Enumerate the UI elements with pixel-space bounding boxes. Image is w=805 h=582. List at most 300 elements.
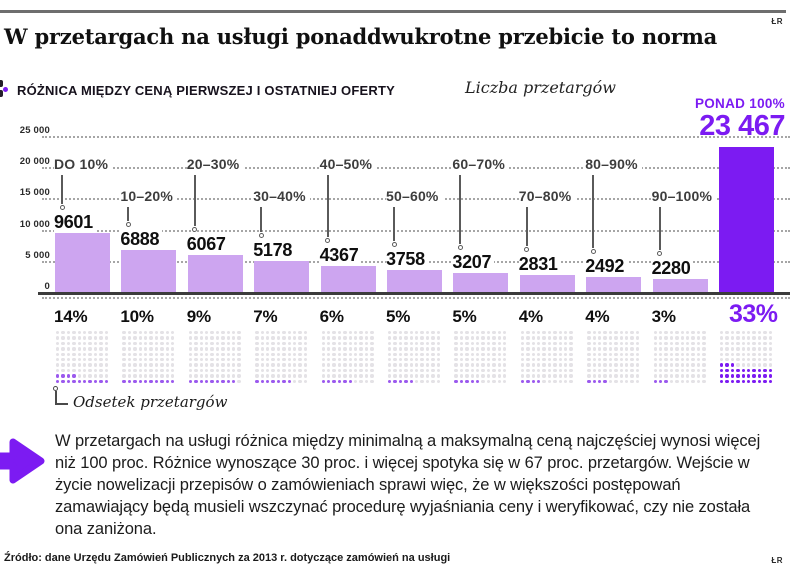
dot-empty xyxy=(388,358,391,361)
dot-empty xyxy=(465,331,468,334)
dot-filled xyxy=(266,380,269,383)
dot-empty xyxy=(94,336,97,339)
dot-empty xyxy=(210,369,213,372)
dot-empty xyxy=(603,369,606,372)
dot-empty xyxy=(691,336,694,339)
percent-label: 7% xyxy=(253,307,278,326)
dot-empty xyxy=(288,369,291,372)
dot-empty xyxy=(354,347,357,350)
dot-empty xyxy=(670,369,673,372)
highlight-value-label: 23 467 xyxy=(699,110,785,142)
dot-filled xyxy=(72,380,75,383)
dot-empty xyxy=(171,369,174,372)
dot-empty xyxy=(277,363,280,366)
dot-empty xyxy=(537,353,540,356)
dot-empty xyxy=(675,358,678,361)
dot-empty xyxy=(487,342,490,345)
bar-90–100% xyxy=(653,279,708,293)
dot-empty xyxy=(56,358,59,361)
dot-empty xyxy=(332,342,335,345)
percent-dot-grid xyxy=(719,330,775,386)
dot-empty xyxy=(625,336,628,339)
dot-filled xyxy=(537,380,540,383)
dot-empty xyxy=(691,331,694,334)
dot-empty xyxy=(99,374,102,377)
dot-filled xyxy=(769,374,772,377)
category-label: DO 10% xyxy=(54,156,112,172)
dot-empty xyxy=(133,347,136,350)
dot-empty xyxy=(431,342,434,345)
category-leader-line xyxy=(592,175,594,248)
gridline xyxy=(42,167,790,169)
dot-empty xyxy=(758,336,761,339)
dot-empty xyxy=(537,374,540,377)
dot-empty xyxy=(388,347,391,350)
dot-empty xyxy=(559,342,562,345)
dot-empty xyxy=(359,331,362,334)
dot-empty xyxy=(365,369,368,372)
dot-empty xyxy=(105,363,108,366)
dot-empty xyxy=(609,358,612,361)
dot-empty xyxy=(105,353,108,356)
dots-annotation-hline xyxy=(55,403,68,405)
dot-empty xyxy=(437,336,440,339)
dot-empty xyxy=(322,369,325,372)
dot-empty xyxy=(426,363,429,366)
dot-filled xyxy=(61,374,64,377)
dot-empty xyxy=(189,358,192,361)
dot-empty xyxy=(630,358,633,361)
bar-value-label: 4367 xyxy=(320,244,362,266)
dot-empty xyxy=(210,363,213,366)
dot-filled xyxy=(752,380,755,383)
dot-empty xyxy=(393,353,396,356)
dot-empty xyxy=(731,336,734,339)
dot-empty xyxy=(200,363,203,366)
dot-empty xyxy=(338,331,341,334)
dot-empty xyxy=(542,363,545,366)
dot-empty xyxy=(742,353,745,356)
dot-filled xyxy=(747,380,750,383)
dot-empty xyxy=(149,353,152,356)
dot-empty xyxy=(166,342,169,345)
dot-empty xyxy=(304,358,307,361)
dot-empty xyxy=(266,336,269,339)
dot-empty xyxy=(476,331,479,334)
dot-empty xyxy=(636,347,639,350)
dot-empty xyxy=(370,347,373,350)
dot-empty xyxy=(492,369,495,372)
dot-empty xyxy=(327,347,330,350)
dot-empty xyxy=(166,331,169,334)
dot-empty xyxy=(237,353,240,356)
category-leader-endpoint xyxy=(458,245,463,250)
dot-empty xyxy=(670,342,673,345)
dot-empty xyxy=(67,331,70,334)
dot-empty xyxy=(675,347,678,350)
dot-empty xyxy=(625,363,628,366)
dot-empty xyxy=(404,369,407,372)
dot-filled xyxy=(210,380,213,383)
dot-filled xyxy=(282,380,285,383)
dot-empty xyxy=(681,363,684,366)
dot-empty xyxy=(88,347,91,350)
dot-empty xyxy=(548,342,551,345)
dot-empty xyxy=(227,336,230,339)
dot-empty xyxy=(171,336,174,339)
dot-filled xyxy=(720,363,723,366)
dot-empty xyxy=(122,342,125,345)
dot-empty xyxy=(769,363,772,366)
bar-80–90% xyxy=(586,277,641,293)
dot-filled xyxy=(526,380,529,383)
dot-empty xyxy=(465,374,468,377)
dot-empty xyxy=(128,358,131,361)
category-leader-endpoint xyxy=(591,249,596,254)
y-axis-tick-label: 5 000 xyxy=(25,249,50,261)
dot-empty xyxy=(122,358,125,361)
dot-empty xyxy=(237,342,240,345)
dot-empty xyxy=(559,363,562,366)
dot-empty xyxy=(569,363,572,366)
dot-empty xyxy=(553,347,556,350)
dot-filled xyxy=(725,363,728,366)
dot-empty xyxy=(670,380,673,383)
dot-empty xyxy=(144,353,147,356)
dot-empty xyxy=(189,363,192,366)
dot-empty xyxy=(587,374,590,377)
dot-empty xyxy=(133,374,136,377)
dot-empty xyxy=(365,380,368,383)
dot-empty xyxy=(149,347,152,350)
dot-filled xyxy=(725,380,728,383)
dot-empty xyxy=(293,363,296,366)
dot-empty xyxy=(343,369,346,372)
dot-empty xyxy=(654,347,657,350)
dot-empty xyxy=(492,363,495,366)
dot-empty xyxy=(614,374,617,377)
dot-empty xyxy=(415,347,418,350)
dot-empty xyxy=(537,347,540,350)
dot-empty xyxy=(521,374,524,377)
dot-empty xyxy=(686,342,689,345)
dot-filled xyxy=(758,374,761,377)
dot-empty xyxy=(139,369,142,372)
dot-empty xyxy=(61,358,64,361)
dot-empty xyxy=(388,336,391,339)
dot-empty xyxy=(526,336,529,339)
dot-empty xyxy=(72,369,75,372)
dot-empty xyxy=(399,347,402,350)
dot-empty xyxy=(598,342,601,345)
dot-empty xyxy=(359,380,362,383)
dot-empty xyxy=(598,347,601,350)
dot-empty xyxy=(747,363,750,366)
dot-empty xyxy=(492,347,495,350)
dot-filled xyxy=(471,380,474,383)
dot-empty xyxy=(255,358,258,361)
category-leader-line xyxy=(61,175,63,204)
dot-empty xyxy=(388,353,391,356)
dot-empty xyxy=(426,342,429,345)
dot-filled xyxy=(83,380,86,383)
dot-empty xyxy=(67,363,70,366)
dot-empty xyxy=(420,353,423,356)
dot-empty xyxy=(282,369,285,372)
category-leader-endpoint xyxy=(259,233,264,238)
dot-empty xyxy=(210,374,213,377)
dot-empty xyxy=(227,369,230,372)
dot-empty xyxy=(205,374,208,377)
dot-empty xyxy=(659,331,662,334)
dot-empty xyxy=(503,363,506,366)
dot-empty xyxy=(725,347,728,350)
dot-empty xyxy=(410,363,413,366)
dot-empty xyxy=(144,363,147,366)
dot-empty xyxy=(465,358,468,361)
y-axis-tick-label: 0 xyxy=(44,281,50,292)
dot-empty xyxy=(526,374,529,377)
dot-empty xyxy=(94,347,97,350)
percent-dot-grid xyxy=(55,330,111,386)
dot-empty xyxy=(492,336,495,339)
dot-empty xyxy=(654,358,657,361)
dot-empty xyxy=(763,336,766,339)
dot-empty xyxy=(133,358,136,361)
dot-filled xyxy=(465,380,468,383)
dot-empty xyxy=(271,358,274,361)
dot-empty xyxy=(675,374,678,377)
dot-empty xyxy=(681,336,684,339)
category-leader-line xyxy=(260,207,262,232)
dot-empty xyxy=(681,347,684,350)
dot-empty xyxy=(271,353,274,356)
dot-empty xyxy=(149,369,152,372)
dot-empty xyxy=(210,336,213,339)
dot-empty xyxy=(426,331,429,334)
dot-empty xyxy=(298,374,301,377)
dot-empty xyxy=(72,347,75,350)
dot-empty xyxy=(349,369,352,372)
dot-filled xyxy=(61,380,64,383)
dot-empty xyxy=(559,353,562,356)
dot-empty xyxy=(659,336,662,339)
dot-empty xyxy=(537,331,540,334)
dot-empty xyxy=(454,347,457,350)
dot-empty xyxy=(620,369,623,372)
dot-empty xyxy=(702,353,705,356)
dot-empty xyxy=(304,347,307,350)
dot-empty xyxy=(481,358,484,361)
dot-empty xyxy=(664,347,667,350)
dot-empty xyxy=(393,336,396,339)
dot-empty xyxy=(160,331,163,334)
dot-empty xyxy=(277,347,280,350)
dot-empty xyxy=(160,336,163,339)
dot-empty xyxy=(720,347,723,350)
dot-filled xyxy=(747,374,750,377)
dot-empty xyxy=(460,369,463,372)
highlight-category-label: PONAD 100% xyxy=(694,96,785,111)
dot-empty xyxy=(298,342,301,345)
percent-dot-grid xyxy=(453,330,509,386)
dot-empty xyxy=(189,342,192,345)
dot-empty xyxy=(322,363,325,366)
dot-empty xyxy=(559,358,562,361)
dot-empty xyxy=(359,336,362,339)
dot-empty xyxy=(481,374,484,377)
dot-filled xyxy=(742,369,745,372)
dot-empty xyxy=(171,353,174,356)
dot-empty xyxy=(232,363,235,366)
dot-empty xyxy=(304,363,307,366)
dot-empty xyxy=(686,353,689,356)
dot-empty xyxy=(288,353,291,356)
dot-empty xyxy=(415,331,418,334)
dot-empty xyxy=(702,336,705,339)
dot-empty xyxy=(664,358,667,361)
dot-empty xyxy=(569,353,572,356)
dot-empty xyxy=(763,347,766,350)
dot-empty xyxy=(399,374,402,377)
dot-filled xyxy=(769,380,772,383)
dot-empty xyxy=(702,347,705,350)
highlight-percent-label: 33% xyxy=(729,300,778,328)
dot-empty xyxy=(105,342,108,345)
dot-empty xyxy=(702,363,705,366)
percent-dot-grid xyxy=(520,330,576,386)
dot-empty xyxy=(298,363,301,366)
dot-empty xyxy=(266,353,269,356)
page-title: W przetargach na usługi ponaddwukrotne przebicie to norma xyxy=(4,24,718,49)
dot-empty xyxy=(155,353,158,356)
dot-empty xyxy=(725,331,728,334)
dot-empty xyxy=(349,347,352,350)
dot-empty xyxy=(487,336,490,339)
dot-empty xyxy=(431,363,434,366)
dot-empty xyxy=(498,363,501,366)
dot-empty xyxy=(205,363,208,366)
dot-empty xyxy=(88,336,91,339)
dot-empty xyxy=(221,342,224,345)
dot-empty xyxy=(564,331,567,334)
dot-filled xyxy=(56,374,59,377)
dot-empty xyxy=(393,363,396,366)
dot-empty xyxy=(521,331,524,334)
dot-filled xyxy=(587,380,590,383)
dot-empty xyxy=(691,353,694,356)
dot-empty xyxy=(255,347,258,350)
dot-filled xyxy=(133,380,136,383)
dot-empty xyxy=(166,374,169,377)
dot-empty xyxy=(282,342,285,345)
dot-empty xyxy=(498,331,501,334)
dot-empty xyxy=(593,374,596,377)
dot-empty xyxy=(659,353,662,356)
dot-empty xyxy=(476,347,479,350)
dot-empty xyxy=(94,353,97,356)
dot-empty xyxy=(731,353,734,356)
dot-empty xyxy=(731,342,734,345)
dot-empty xyxy=(521,336,524,339)
dot-empty xyxy=(282,358,285,361)
dot-empty xyxy=(763,363,766,366)
dot-empty xyxy=(553,380,556,383)
dot-empty xyxy=(298,358,301,361)
dot-empty xyxy=(664,369,667,372)
dot-empty xyxy=(625,342,628,345)
dot-empty xyxy=(532,374,535,377)
dot-empty xyxy=(105,331,108,334)
dot-empty xyxy=(593,331,596,334)
dot-empty xyxy=(94,331,97,334)
dot-empty xyxy=(686,336,689,339)
dot-filled xyxy=(393,380,396,383)
dot-filled xyxy=(288,380,291,383)
dot-empty xyxy=(322,347,325,350)
dot-empty xyxy=(266,342,269,345)
dot-empty xyxy=(261,353,264,356)
dot-empty xyxy=(625,358,628,361)
dot-empty xyxy=(686,358,689,361)
dot-empty xyxy=(88,358,91,361)
dot-empty xyxy=(532,342,535,345)
dot-empty xyxy=(149,342,152,345)
dot-empty xyxy=(288,336,291,339)
dot-empty xyxy=(210,347,213,350)
dot-empty xyxy=(437,363,440,366)
bar-value-label: 2280 xyxy=(652,257,694,279)
dot-empty xyxy=(431,353,434,356)
dot-empty xyxy=(426,353,429,356)
dot-empty xyxy=(437,331,440,334)
dot-empty xyxy=(354,336,357,339)
dot-empty xyxy=(370,369,373,372)
percent-dot-grid xyxy=(653,330,709,386)
dot-empty xyxy=(410,347,413,350)
dot-empty xyxy=(61,342,64,345)
dot-empty xyxy=(67,369,70,372)
dot-empty xyxy=(322,358,325,361)
dot-empty xyxy=(720,331,723,334)
dot-empty xyxy=(393,331,396,334)
dot-empty xyxy=(99,336,102,339)
dot-empty xyxy=(399,342,402,345)
dot-empty xyxy=(354,342,357,345)
dot-empty xyxy=(697,369,700,372)
bar-20–30% xyxy=(188,255,243,293)
dot-empty xyxy=(133,342,136,345)
dot-empty xyxy=(99,363,102,366)
dot-empty xyxy=(410,342,413,345)
dot-empty xyxy=(166,353,169,356)
y-axis-tick-label: 20 000 xyxy=(19,156,50,168)
dot-filled xyxy=(194,380,197,383)
dot-empty xyxy=(465,336,468,339)
dot-empty xyxy=(83,374,86,377)
dot-empty xyxy=(189,331,192,334)
dot-empty xyxy=(144,342,147,345)
dot-empty xyxy=(237,363,240,366)
dot-empty xyxy=(72,353,75,356)
dot-filled xyxy=(763,380,766,383)
dot-empty xyxy=(670,331,673,334)
dot-filled xyxy=(758,380,761,383)
dot-empty xyxy=(426,358,429,361)
dot-empty xyxy=(487,347,490,350)
dot-empty xyxy=(664,363,667,366)
dot-empty xyxy=(399,369,402,372)
